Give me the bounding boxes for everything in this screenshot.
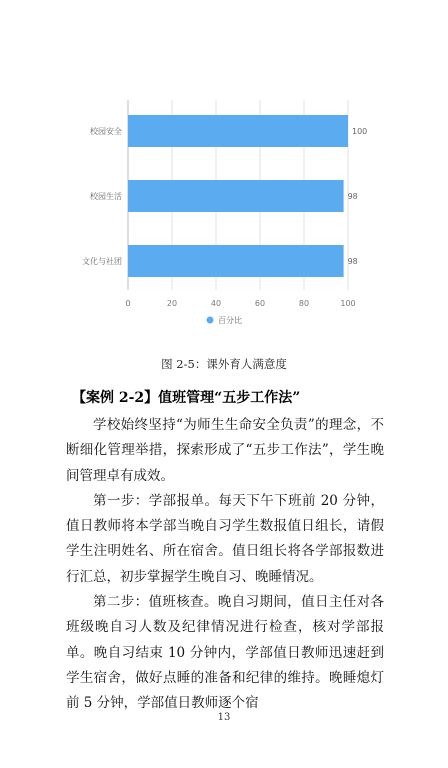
paragraph: 学校始终坚持“为师生生命安全负责”的理念，不断细化管理举措，探索形成了“五步工作法”，学生晚间管理卓有成效。 (66, 417, 384, 484)
x-tick-label: 80 (298, 299, 310, 308)
legend-marker (207, 317, 214, 324)
paragraph: 第二步：值班核查。晚自习期间，值日主任对各班级晚自习人数及纪律情况进行检查，核对学部报单。晚自习结束 10 分钟内，学部值日教师迅速赶到学生宿舍，做好点睡的准备和纪律的维持。晚睡熄灯前 5 分钟，学部值日教师逐个宿 (66, 594, 384, 712)
x-tick-label: 20 (166, 299, 178, 308)
category-label: 文化与社团 (82, 257, 122, 266)
bar-chart-svg (0, 0, 448, 350)
legend-label: 百分比 (218, 316, 242, 325)
x-tick-label: 100 (340, 299, 356, 308)
category-label: 校园安全 (90, 127, 122, 136)
body-text (66, 413, 384, 717)
bar (128, 115, 348, 147)
bar (128, 245, 344, 277)
case-title: 【案例 2-2】值班管理“五步工作法” (72, 390, 301, 406)
data-label: 98 (347, 192, 358, 201)
x-tick-label: 0 (125, 299, 131, 308)
bar (128, 180, 344, 212)
x-tick-label: 40 (210, 299, 222, 308)
bar-chart (0, 0, 448, 350)
x-tick-label: 60 (254, 299, 266, 308)
data-label: 100 (352, 127, 368, 136)
paragraph: 第一步：学部报单。每天下午下班前 20 分钟，值日教师将本学部当晚自习学生数报值日组长，请假学生注明姓名、所在宿舍。值日组长将各学部报数进行汇总，初步掌握学生晚自习、晚睡情况。 (66, 492, 384, 585)
page-number: 13 (217, 712, 231, 723)
category-label: 校园生活 (90, 192, 122, 201)
data-label: 98 (347, 257, 358, 266)
figure-caption: 图 2-5：课外育人满意度 (161, 357, 287, 371)
